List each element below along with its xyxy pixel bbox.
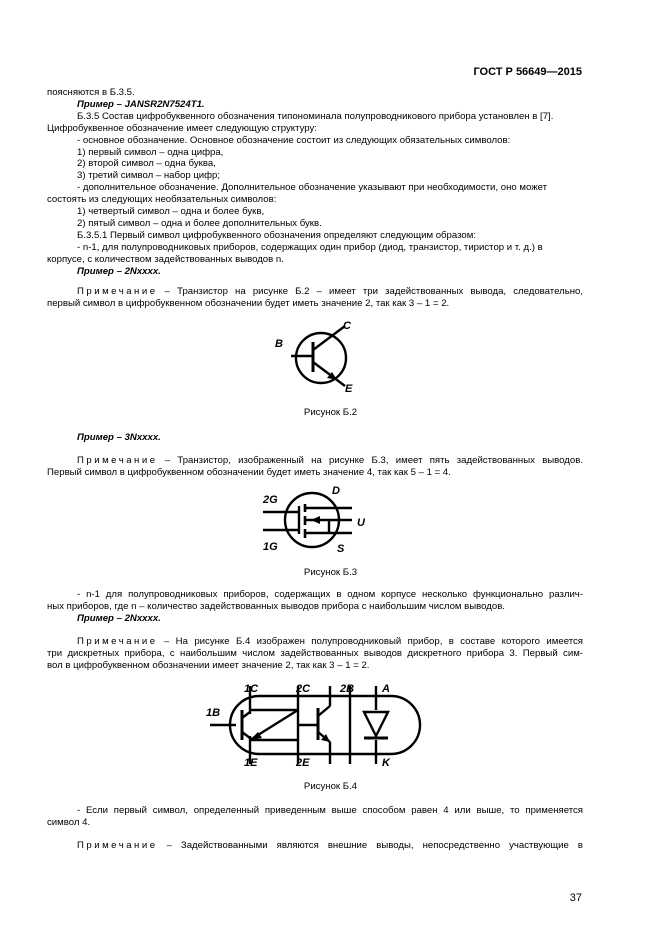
terminal-label-1b: 1B bbox=[206, 707, 221, 719]
note-lead: Примечание bbox=[77, 840, 158, 851]
paragraph-line: - основное обозначение. Основное обозначение состоит из следующих обязательных символов: bbox=[77, 134, 511, 146]
note-line bbox=[47, 840, 583, 852]
note-text: – Транзистор на рисунке Б.2 – имеет три задействованных вывода, следовательно, bbox=[157, 286, 583, 297]
figure-b4-caption: Рисунок Б.4 bbox=[303, 781, 358, 792]
dual-gate-mosfet-symbol bbox=[255, 481, 385, 557]
figure-b3-caption: Рисунок Б.3 bbox=[303, 567, 358, 578]
note-text: – Задействованными являются внешние выводы, непосредственно участвующие в bbox=[157, 840, 583, 851]
note-line bbox=[47, 286, 583, 298]
list-item: 1) четвертый символ – одна и более букв, bbox=[77, 206, 265, 218]
note-line: Первый символ в цифробуквенном обозначении будет иметь значение 4, так как 5 – 1 = 4. bbox=[47, 466, 451, 478]
note-line: вол в цифробуквенном обозначении имеет значение 2, так как 3 – 1 = 2. bbox=[47, 659, 370, 671]
text-block-1 bbox=[47, 87, 583, 278]
list-item: 2) второй символ – одна буква, bbox=[77, 158, 216, 170]
example-line: Пример – 3Nxxxx. bbox=[77, 432, 161, 443]
note-lead: Примечание bbox=[77, 286, 158, 297]
paragraph-line: Б.3.5 Состав цифробуквенного обозначения типономинала полупроводникового прибора установлен в [7]. bbox=[77, 110, 554, 122]
document-id-header: ГОСТ Р 56649—2015 bbox=[473, 66, 582, 78]
list-item: 2) пятый символ – одна и более дополнительных букв. bbox=[77, 217, 322, 229]
text-block-2 bbox=[47, 589, 583, 625]
terminal-label-s: S bbox=[337, 543, 345, 555]
paragraph-line: Б.3.5.1 Первый символ цифробуквенного обозначения определяют следующим образом: bbox=[77, 229, 476, 241]
terminal-label-1c: 1C bbox=[244, 683, 259, 695]
npn-transistor-symbol bbox=[265, 316, 375, 396]
example-line: Пример – JANSR2N7524T1. bbox=[77, 98, 205, 110]
terminal-label-a: A bbox=[382, 683, 390, 695]
note-line bbox=[47, 636, 583, 648]
note-lead: Примечание bbox=[77, 455, 158, 466]
terminal-label-2c: 2C bbox=[296, 683, 311, 695]
paragraph-line: символ 4. bbox=[47, 816, 91, 828]
terminal-label-k: K bbox=[382, 757, 390, 769]
text-block-3 bbox=[47, 805, 583, 829]
example-2 bbox=[47, 432, 583, 444]
paragraph-line: корпусе, с количеством задействованных выводов n. bbox=[47, 253, 284, 265]
figure-b2-transistor bbox=[265, 316, 375, 396]
paragraph-line: ных приборов, где n – количество задействованных выводов прибора с наибольшим числом выводов. bbox=[47, 600, 505, 612]
terminal-label-d: D bbox=[332, 485, 340, 497]
terminal-label-e: E bbox=[345, 383, 353, 395]
terminal-label-b: B bbox=[275, 338, 283, 350]
note-line: первый символ в цифробуквенном обозначении будет иметь значение 2, так как 3 – 1 = 2. bbox=[47, 297, 450, 309]
terminal-label-2g: 2G bbox=[263, 494, 278, 506]
terminal-label-c: C bbox=[343, 320, 351, 332]
paragraph-line: - n-1, для полупроводниковых приборов, содержащих один прибор (диод, транзистор, тиристор и т. д.) в bbox=[77, 241, 543, 253]
note-text: – Транзистор, изображенный на рисунке Б.3, имеет пять задействованных выводов. bbox=[157, 455, 583, 466]
terminal-label-1e: 1E bbox=[244, 757, 258, 769]
paragraph-line: поясняются в Б.3.5. bbox=[47, 87, 135, 98]
paragraph-line: состоять из следующих необязательных символов: bbox=[47, 194, 277, 206]
terminal-label-u: U bbox=[357, 517, 365, 529]
note-3 bbox=[47, 636, 583, 672]
example-line: Пример – 2Nxxxx. bbox=[77, 612, 161, 624]
note-line bbox=[47, 455, 583, 467]
note-4 bbox=[47, 840, 583, 852]
figure-b2-caption: Рисунок Б.2 bbox=[303, 407, 358, 418]
paragraph-line: - Если первый символ, определенный приведенным выше способом равен 4 или выше, то применяется bbox=[77, 805, 583, 816]
terminal-label-2b: 2B bbox=[340, 683, 355, 695]
paragraph-line: - n-1 для полупроводниковых приборов, содержащих в одном корпусе несколько функционально различ- bbox=[77, 589, 583, 600]
list-item: 1) первый символ – одна цифра, bbox=[77, 146, 224, 158]
terminal-label-1g: 1G bbox=[263, 541, 278, 553]
list-item: 3) третий символ – набор цифр; bbox=[77, 170, 221, 182]
terminal-label-2e: 2E bbox=[296, 757, 310, 769]
note-lead: Примечание bbox=[77, 636, 158, 647]
paragraph-line: - дополнительное обозначение. Дополнительное обозначение указывают при необходимости, оно может bbox=[77, 182, 548, 194]
note-2 bbox=[47, 455, 583, 479]
figure-b3-mosfet bbox=[255, 481, 385, 557]
transistor-diode-assembly-symbol bbox=[200, 680, 430, 772]
example-line: Пример – 2Nxxxx. bbox=[77, 265, 161, 277]
page-number: 37 bbox=[569, 892, 582, 904]
note-line: три дискретных прибора, с наибольшим числом задействованных выводов дискретного прибора 3. Первый сим- bbox=[47, 647, 583, 659]
paragraph-line: Цифробуквенное обозначение имеет следующую структуру: bbox=[47, 122, 317, 134]
figure-b4-assembly bbox=[200, 680, 430, 772]
note-text: – На рисунке Б.4 изображен полупроводниковый прибор, в составе которого имеется bbox=[157, 636, 583, 647]
note-1 bbox=[47, 286, 583, 310]
